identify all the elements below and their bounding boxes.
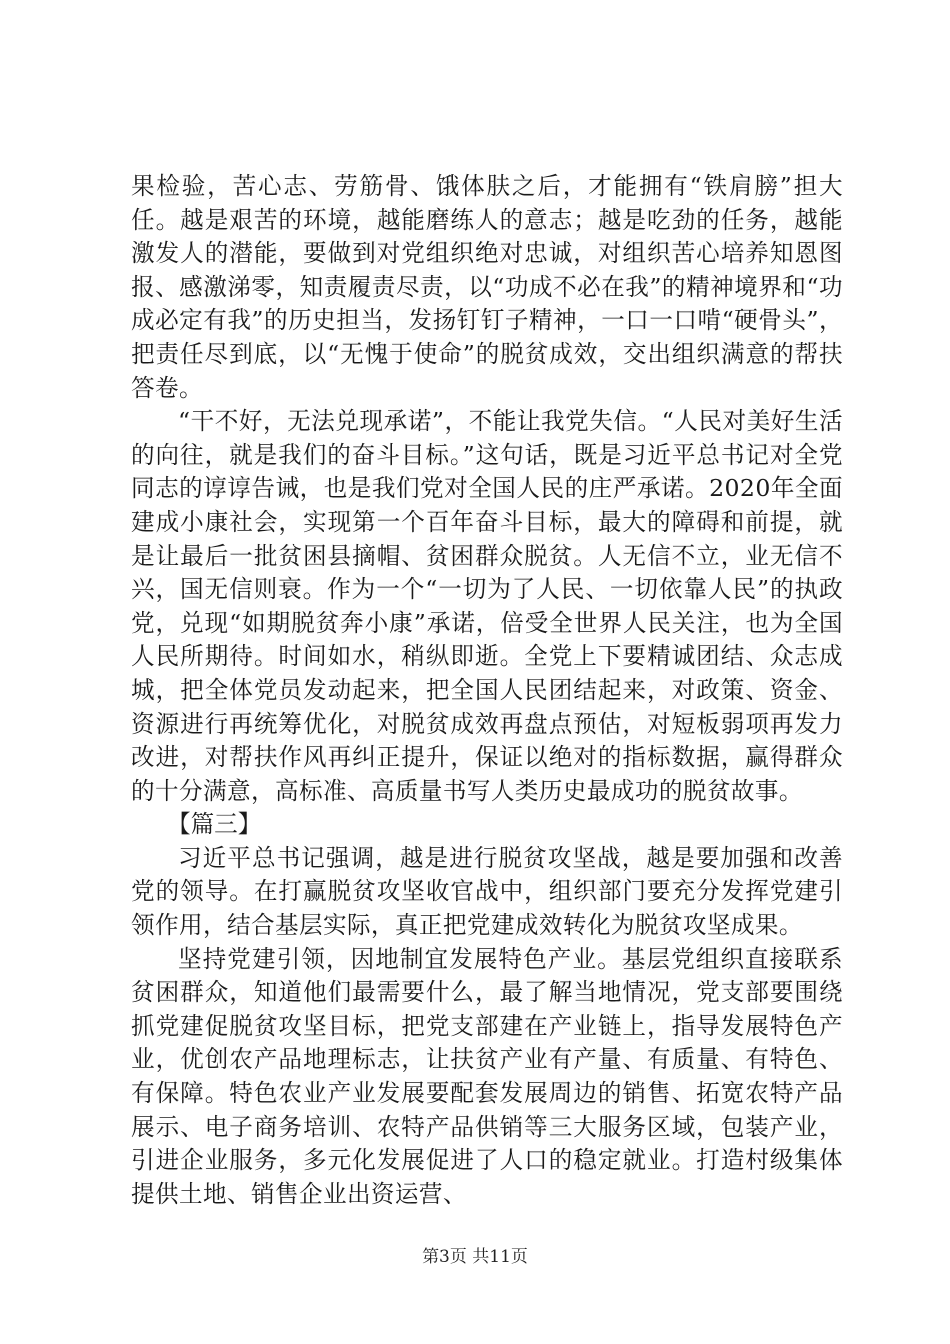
document-body <box>131 170 843 1211</box>
section-heading: 【篇三】 <box>167 810 262 839</box>
paragraph-party-leadership: 习近平总书记强调，越是进行脱贫攻坚战，越是要加强和改善党的领导。在打赢脱贫攻坚收官战中，组织部门要充分发挥党建引领作用，结合基层实际，真正把党建成效转化为脱贫攻坚成果。 <box>131 843 843 940</box>
page-number-footer: 第3页 共11页 <box>422 1247 528 1267</box>
paragraph-industry: 坚持党建引领，因地制宜发展特色产业。基层党组织直接联系贫困群众，知道他们最需要什么，最了解当地情况，党支部要围绕抓党建促脱贫攻坚目标，把党支部建在产业链上，指导发展特色产业，优创农产品地理标志，让扶贫产业有产量、有质量、有特色、有保障。特色农业产业发展要配套发展周边的销售、拓宽农特产品展示、电子商务培训、农特产品供销等三大服务区域，包装产业，引进企业服务，多元化发展促进了人口的稳定就业。打造村级集体提供土地、销售企业出资运营、 <box>131 944 843 1208</box>
paragraph-promise: “干不好，无法兑现承诺”，不能让我党失信。“人民对美好生活的向往，就是我们的奋斗目标。”这句话，既是习近平总书记对全党同志的谆谆告诫，也是我们党对全国人民的庄严承诺。2020年全面建成小康社会，实现第一个百年奋斗目标，最大的障碍和前提，就是让最后一批贫困县摘帽、贫困群众脱贫。人无信不立，业无信不兴，国无信则衰。作为一个“一切为了人民、一切依靠人民”的执政党，兑现“如期脱贫奔小康”承诺，倍受全世界人民关注，也为全国人民所期待。时间如水，稍纵即逝。全党上下要精诚团结、众志成城，把全体党员发动起来，把全国人民团结起来，对政策、资金、资源进行再统筹优化，对脱贫成效再盘点预估，对短板弱项再发力改进，对帮扶作风再纠正提升，保证以绝对的指标数据，赢得群众的十分满意，高标准、高质量书写人类历史最成功的脱贫故事。 <box>131 407 843 805</box>
paragraph-continued: 果检验，苦心志、劳筋骨、饿体肤之后，才能拥有“铁肩膀”担大任。越是艰苦的环境，越能磨练人的意志；越是吃劲的任务，越能激发人的潜能，要做到对党组织绝对忠诚，对组织苦心培养知恩图报、感激涕零，知责履责尽责，以“功成不必在我”的精神境界和“功成必定有我”的历史担当，发扬钉钉子精神，一口一口啃“硬骨头”，把责任尽到底，以“无愧于使命”的脱贫成效，交出组织满意的帮扶答卷。 <box>131 172 843 402</box>
